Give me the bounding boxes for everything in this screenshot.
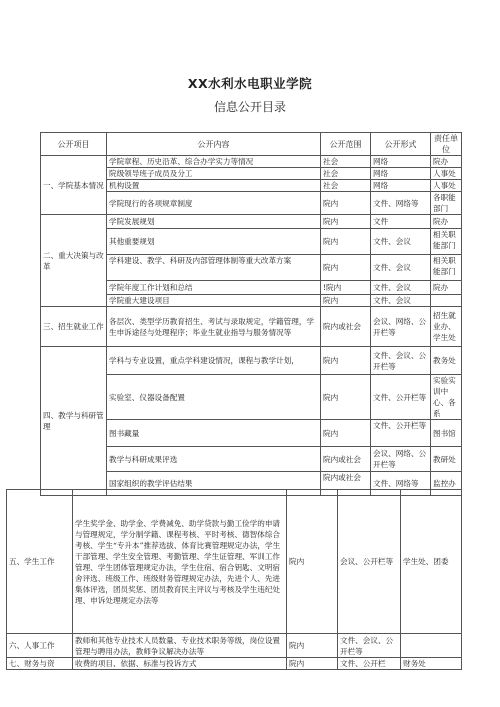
- content-cell: 学生奖学金、助学金、学费减免、助学贷款与勤工俭学的申请与管理规定，学分制学籍、课程考核、平时考核、德智体综合考核、学生“专升本”推荐选拔、体育比赛管理规定办法，学生干部管理、学生安全管理、考勤管理、学生证管理、军训工作管理、学生团体管理规定办法，学生住宿、宿合钥匙、文明宿舍评选、班级工作、班级财务管理规定办法，先进个人、先进集体评选，团员奖惩、团员教育民主评议与考核及学生违纪处理、申诉处理规定办法等: [73, 490, 287, 634]
- category-cell: 四、教学与科研管理: [41, 347, 107, 496]
- form-cell: 会议、网络、公开栏等: [371, 447, 431, 472]
- table-row: [7, 490, 462, 634]
- form-cell: 文件、网络等: [371, 192, 431, 215]
- content-cell: 院级领导班子成员及分工: [107, 168, 321, 180]
- content-cell: 教学与科研成果评选: [107, 447, 321, 472]
- category-cell: 一、学院基本情况: [41, 156, 107, 215]
- content-cell: 学科与专业设置，重点学科建设情况，课程与教学计划，: [107, 347, 321, 375]
- unit-cell: 教务处: [431, 347, 462, 375]
- unit-cell: 教研处: [431, 447, 462, 472]
- scope-cell: 院内: [321, 255, 371, 281]
- catalog-table: [40, 132, 462, 496]
- form-cell: 文件、会议: [371, 255, 431, 281]
- form-cell: 网络: [371, 180, 431, 192]
- form-cell: 文件、会议、公开栏等: [371, 347, 431, 375]
- scope-cell: 院内: [321, 375, 371, 420]
- unit-cell: 相关职能部门: [431, 229, 462, 255]
- form-cell: 文件: [371, 215, 431, 229]
- unit-cell: 各职能部门: [431, 192, 462, 215]
- content-cell: 教师和其他专业技术人员数量、专业技术职务等级，岗位设置管理与聘用办法，教师争议解决办法等: [73, 634, 287, 658]
- form-cell: 会议、网络、公开栏等: [371, 307, 431, 347]
- unit-cell: 监控办: [431, 472, 462, 496]
- header-content: 公开内容: [107, 133, 321, 156]
- scope-cell: 院内: [321, 229, 371, 255]
- scope-cell: 社会: [321, 168, 371, 180]
- category-cell: 二、重大决策与改革: [41, 215, 107, 307]
- category-cell: 五、学生工作: [7, 490, 73, 634]
- table-row: [41, 307, 462, 347]
- scope-cell: !院内: [321, 281, 371, 295]
- content-cell: 其他重要规划: [107, 229, 321, 255]
- unit-cell: 财务处: [401, 658, 462, 670]
- scope-cell: 院内: [287, 634, 338, 658]
- header-form: 公开形式: [371, 133, 431, 156]
- scope-cell: 院内: [321, 420, 371, 447]
- form-cell: 文件、会议: [371, 281, 431, 295]
- scope-cell: 院内: [321, 192, 371, 215]
- catalog-table-continued: [6, 489, 462, 670]
- scope-cell: 社会: [321, 180, 371, 192]
- scope-cell: 院内或社会: [321, 307, 371, 347]
- scope-cell: 社会: [321, 156, 371, 168]
- unit-cell: [431, 295, 462, 307]
- content-cell: 学科建设、教学、科研及内部管理体制等重大改革方案: [107, 255, 321, 281]
- category-cell: 六、人事工作: [7, 634, 73, 658]
- form-cell: 会议、公开栏等: [338, 490, 401, 634]
- form-cell: 文件、网络等: [371, 472, 431, 496]
- scope-cell: 院内: [321, 295, 371, 307]
- content-cell: 图书藏量: [107, 420, 321, 447]
- content-cell: 学院发展规划: [107, 215, 321, 229]
- form-cell: 文件、会议: [371, 229, 431, 255]
- unit-cell: 院办: [431, 156, 462, 168]
- form-cell: 文件、会议: [371, 295, 431, 307]
- scope-cell: 院内或社会: [321, 447, 371, 472]
- header-item: 公开项目: [41, 133, 107, 156]
- header-unit: 责任单位: [431, 133, 462, 156]
- category-cell: 七、财务与资: [7, 658, 73, 670]
- scope-cell: 院内或社会: [321, 472, 371, 496]
- content-cell: 各层次、类型学历教育招生、考试与录取规定，学籍管理，学生申诉途径与处理程序；毕业生就业指导与服务情况等: [107, 307, 321, 347]
- unit-cell: 人事处: [431, 180, 462, 192]
- unit-cell: [401, 634, 462, 658]
- header-scope: 公开范围: [321, 133, 371, 156]
- unit-cell: 院办: [431, 215, 462, 229]
- unit-cell: 招生就业办、学生处: [431, 307, 462, 347]
- content-cell: 国家组织的教学评估结果: [107, 472, 321, 496]
- unit-cell: 实验实训中心、各系: [431, 375, 462, 420]
- scope-cell: 院内: [321, 215, 371, 229]
- scope-cell: 院内: [287, 658, 338, 670]
- content-cell: 实验室、仪器设备配置: [107, 375, 321, 420]
- unit-cell: 院办: [431, 281, 462, 295]
- table-header-row: [41, 133, 462, 156]
- scope-cell: 院内: [287, 490, 338, 634]
- unit-cell: 相关职能部门: [431, 255, 462, 281]
- table-row: [7, 658, 462, 670]
- unit-cell: 人事处: [431, 168, 462, 180]
- content-cell: 学院重大建设项目: [107, 295, 321, 307]
- document-subtitle: 信息公开目录: [213, 100, 286, 114]
- unit-cell: 图书馆: [431, 420, 462, 447]
- form-cell: 文件、公开栏等: [371, 375, 431, 420]
- content-cell: 学院现行的各项规章制度: [107, 192, 321, 215]
- content-cell: 学院年度工作计划和总结: [107, 281, 321, 295]
- content-cell: 学院章程、历史沿革、综合办学实力等情况: [107, 156, 321, 168]
- scope-cell: 院内: [321, 347, 371, 375]
- category-cell: 三、招生就业工作: [41, 307, 107, 347]
- form-cell: 文件、会议、公开栏等: [338, 634, 401, 658]
- content-cell: 收费的项目、依据、标准与投诉方式: [73, 658, 287, 670]
- table-row: [41, 156, 462, 168]
- form-cell: 文件、公开栏等: [371, 420, 431, 447]
- table-row: [7, 634, 462, 658]
- table-row: [41, 347, 462, 375]
- unit-cell: 学生处、团委: [401, 490, 462, 634]
- form-cell: 网络: [371, 168, 431, 180]
- content-cell: 机构设置: [107, 180, 321, 192]
- table-row: [41, 215, 462, 229]
- form-cell: 网络: [371, 156, 431, 168]
- document-title: XX水利水电职业学院: [187, 76, 313, 91]
- form-cell: 文件、公开栏: [338, 658, 401, 670]
